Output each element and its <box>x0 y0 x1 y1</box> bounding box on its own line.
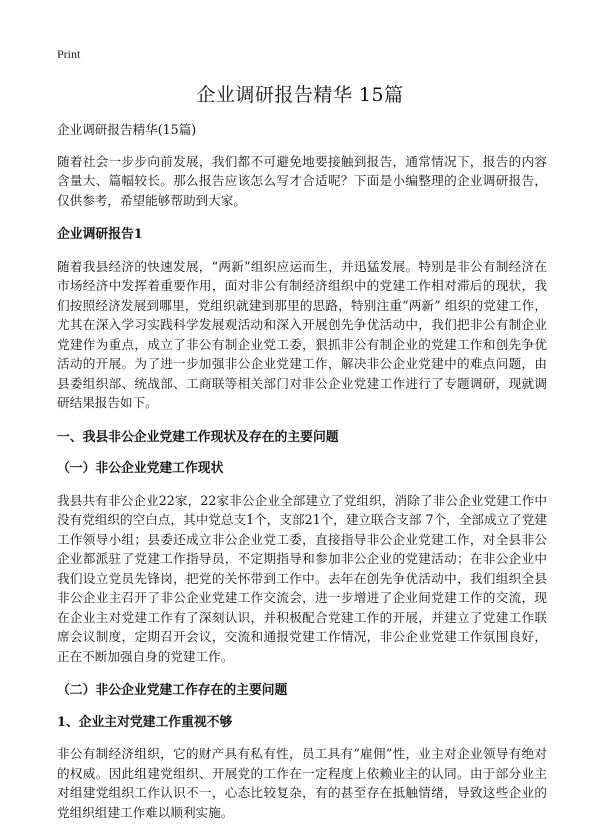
point-heading: 1、企业主对党建工作重视不够 <box>57 714 233 730</box>
subsection-heading: （二）非公企业党建工作存在的主要问题 <box>57 683 288 698</box>
status-paragraph: 我县共有非公企业22家，22家非公企业全部建立了党组织，消除了非公企业党建工作中没有党组织的空白点，其中党总支1个，支部21个，建立联合支部 7个，全部成立了党建工作领导小组；县委还成立非公企业党工委，直接指导非公企业党建工作，对全县非公企业都派驻了党建工作指导员，不定期指导和参加非公企业的党建活动；在非公企业中我们设立党员先锋岗，把党的关怀带到工作中。去年在创先争优活动中，我们组织全县非公企业主召开了非公企业党建工作交流会，进一步增进了企业间党建工作的交流，现在企业主对党建工作有了深刻认识，并积极配合党建工作的开展，并建立了党建工作联席会议制度，定期召开会议，交流和通报党建工作情况，非公企业党建工作氛围良好，正在不断加强自身的党建工作。 <box>57 492 547 664</box>
document-subtitle: 企业调研报告精华(15篇) <box>57 122 197 137</box>
document-title: 企业调研报告精华 15篇 <box>196 84 404 106</box>
intro-paragraph: 随着社会一步步向前发展，我们都不可避免地要接触到报告，通常情况下，报告的内容含量大、篇幅较长。那么报告应该怎么写才合适呢？下面是小编整理的企业调研报告，仅供参考，希望能够帮助到大家。 <box>57 153 547 208</box>
document-body <box>57 120 547 837</box>
subsection-heading: （一）非公企业党建工作现状 <box>57 461 224 476</box>
section-paragraph: 随着我县经济的快速发展，“两新”组织应运而生，并迅猛发展。特别是非公有制经济在市场经济中发挥着重要作用，面对非公有制经济组织中的党建工作相对滞后的现状，我们按照经济发展到哪里，党组织就建到那里的思路，特别注重“两新” 组织的党建工作，尤其在深入学习实践科学发展观活动和深入开展创先争优活动中，我们把非公有制企业党建作为重点，成立了非公有制企业党工委，狠抓非公有制企业的党建工作和创先争优活动的开展。为了进一步加强非公企业党建工作，解决非公企业党建中的难点问题，由县委组织部、统战部、工商联等相关部门对非公企业党建工作进行了专题调研，现就调研结果报告如下。 <box>57 258 547 410</box>
print-label[interactable]: Print <box>57 47 81 61</box>
part-heading: 一、我县非公企业党建工作现状及存在的主要问题 <box>57 429 339 445</box>
section-heading: 企业调研报告1 <box>57 227 143 242</box>
point-paragraph: 非公有制经济组织，它的财产具有私有性，员工具有“雇佣”性，业主对企业领导有绝对的权威。因此组建党组织、开展党的工作在一定程度上依赖业主的认同。由于部分业主对组建党组织工作认识不一，心态比较复杂，有的甚至存在抵触情绪，导致这些企业的党组织组建工作难以顺利实施。 <box>57 746 547 820</box>
